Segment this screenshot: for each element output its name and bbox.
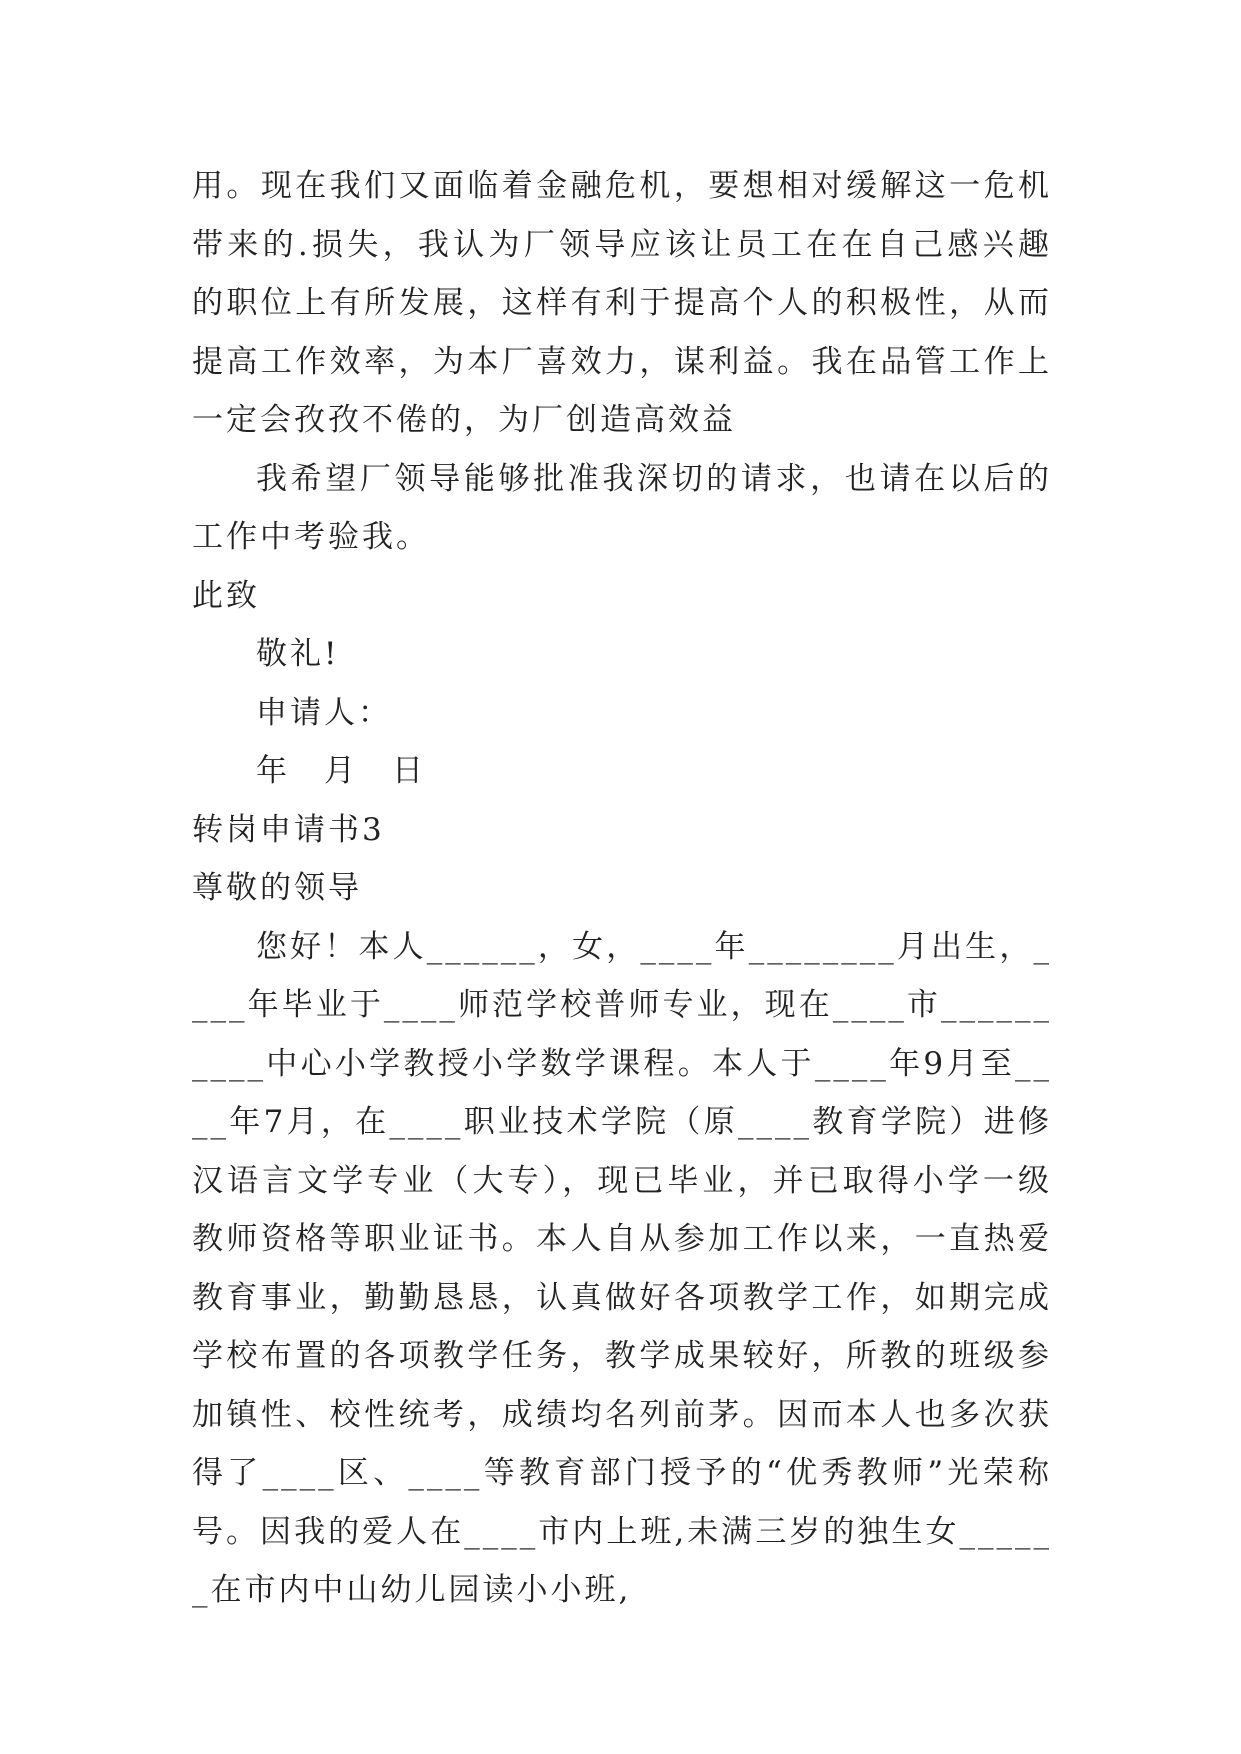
- document-body: [192, 157, 1052, 1620]
- paragraph-request: 我希望厂领导能够批准我深切的请求，也请在以后的工作中考验我。: [192, 460, 1052, 555]
- closing-regards: 敬礼!: [256, 636, 340, 672]
- date-line: 年 月 日: [256, 753, 426, 789]
- section-heading: 转岗申请书3: [192, 811, 385, 848]
- paragraph-continuation: 用。现在我们又面临着金融危机，要想相对缓解这一危机带来的.损失，我认为厂领导应该让员工在在自己感兴趣的职位上有所发展，这样有利于提高个人的积极性，从而提高工作效率，为本厂喜效力，谋利益。我在品管工作上一定会孜孜不倦的，为厂创造高效益: [192, 168, 1052, 438]
- paragraph-body: 您好！本人______，女，____年________月出生，____年毕业于____师范学校普师专业，现在____市__________中心小学教授小学数学课程。本人于____年9月至____年7月，在____职业技术学院（原____教育学院）进修汉语言文学专业（大专），现已毕业，并已取得小学一级教师资格等职业证书。本人自从参加工作以来，一直热爱教育事业，勤勤恳恳，认真做好各项教学工作，如期完成学校布置的各项教学任务，教学成果较好，所教的班级参加镇性、校性统考，成绩均名列前茅。因而本人也多次获得了____区、____等教育部门授予的“优秀教师”光荣称号。因我的爱人在____市内上班,未满三岁的独生女______在市内中山幼儿园读小小班,: [192, 928, 1052, 1608]
- applicant-label: 申请人：: [256, 694, 392, 731]
- closing-salutation: 此致: [192, 577, 260, 614]
- greeting: 尊敬的领导: [192, 870, 362, 906]
